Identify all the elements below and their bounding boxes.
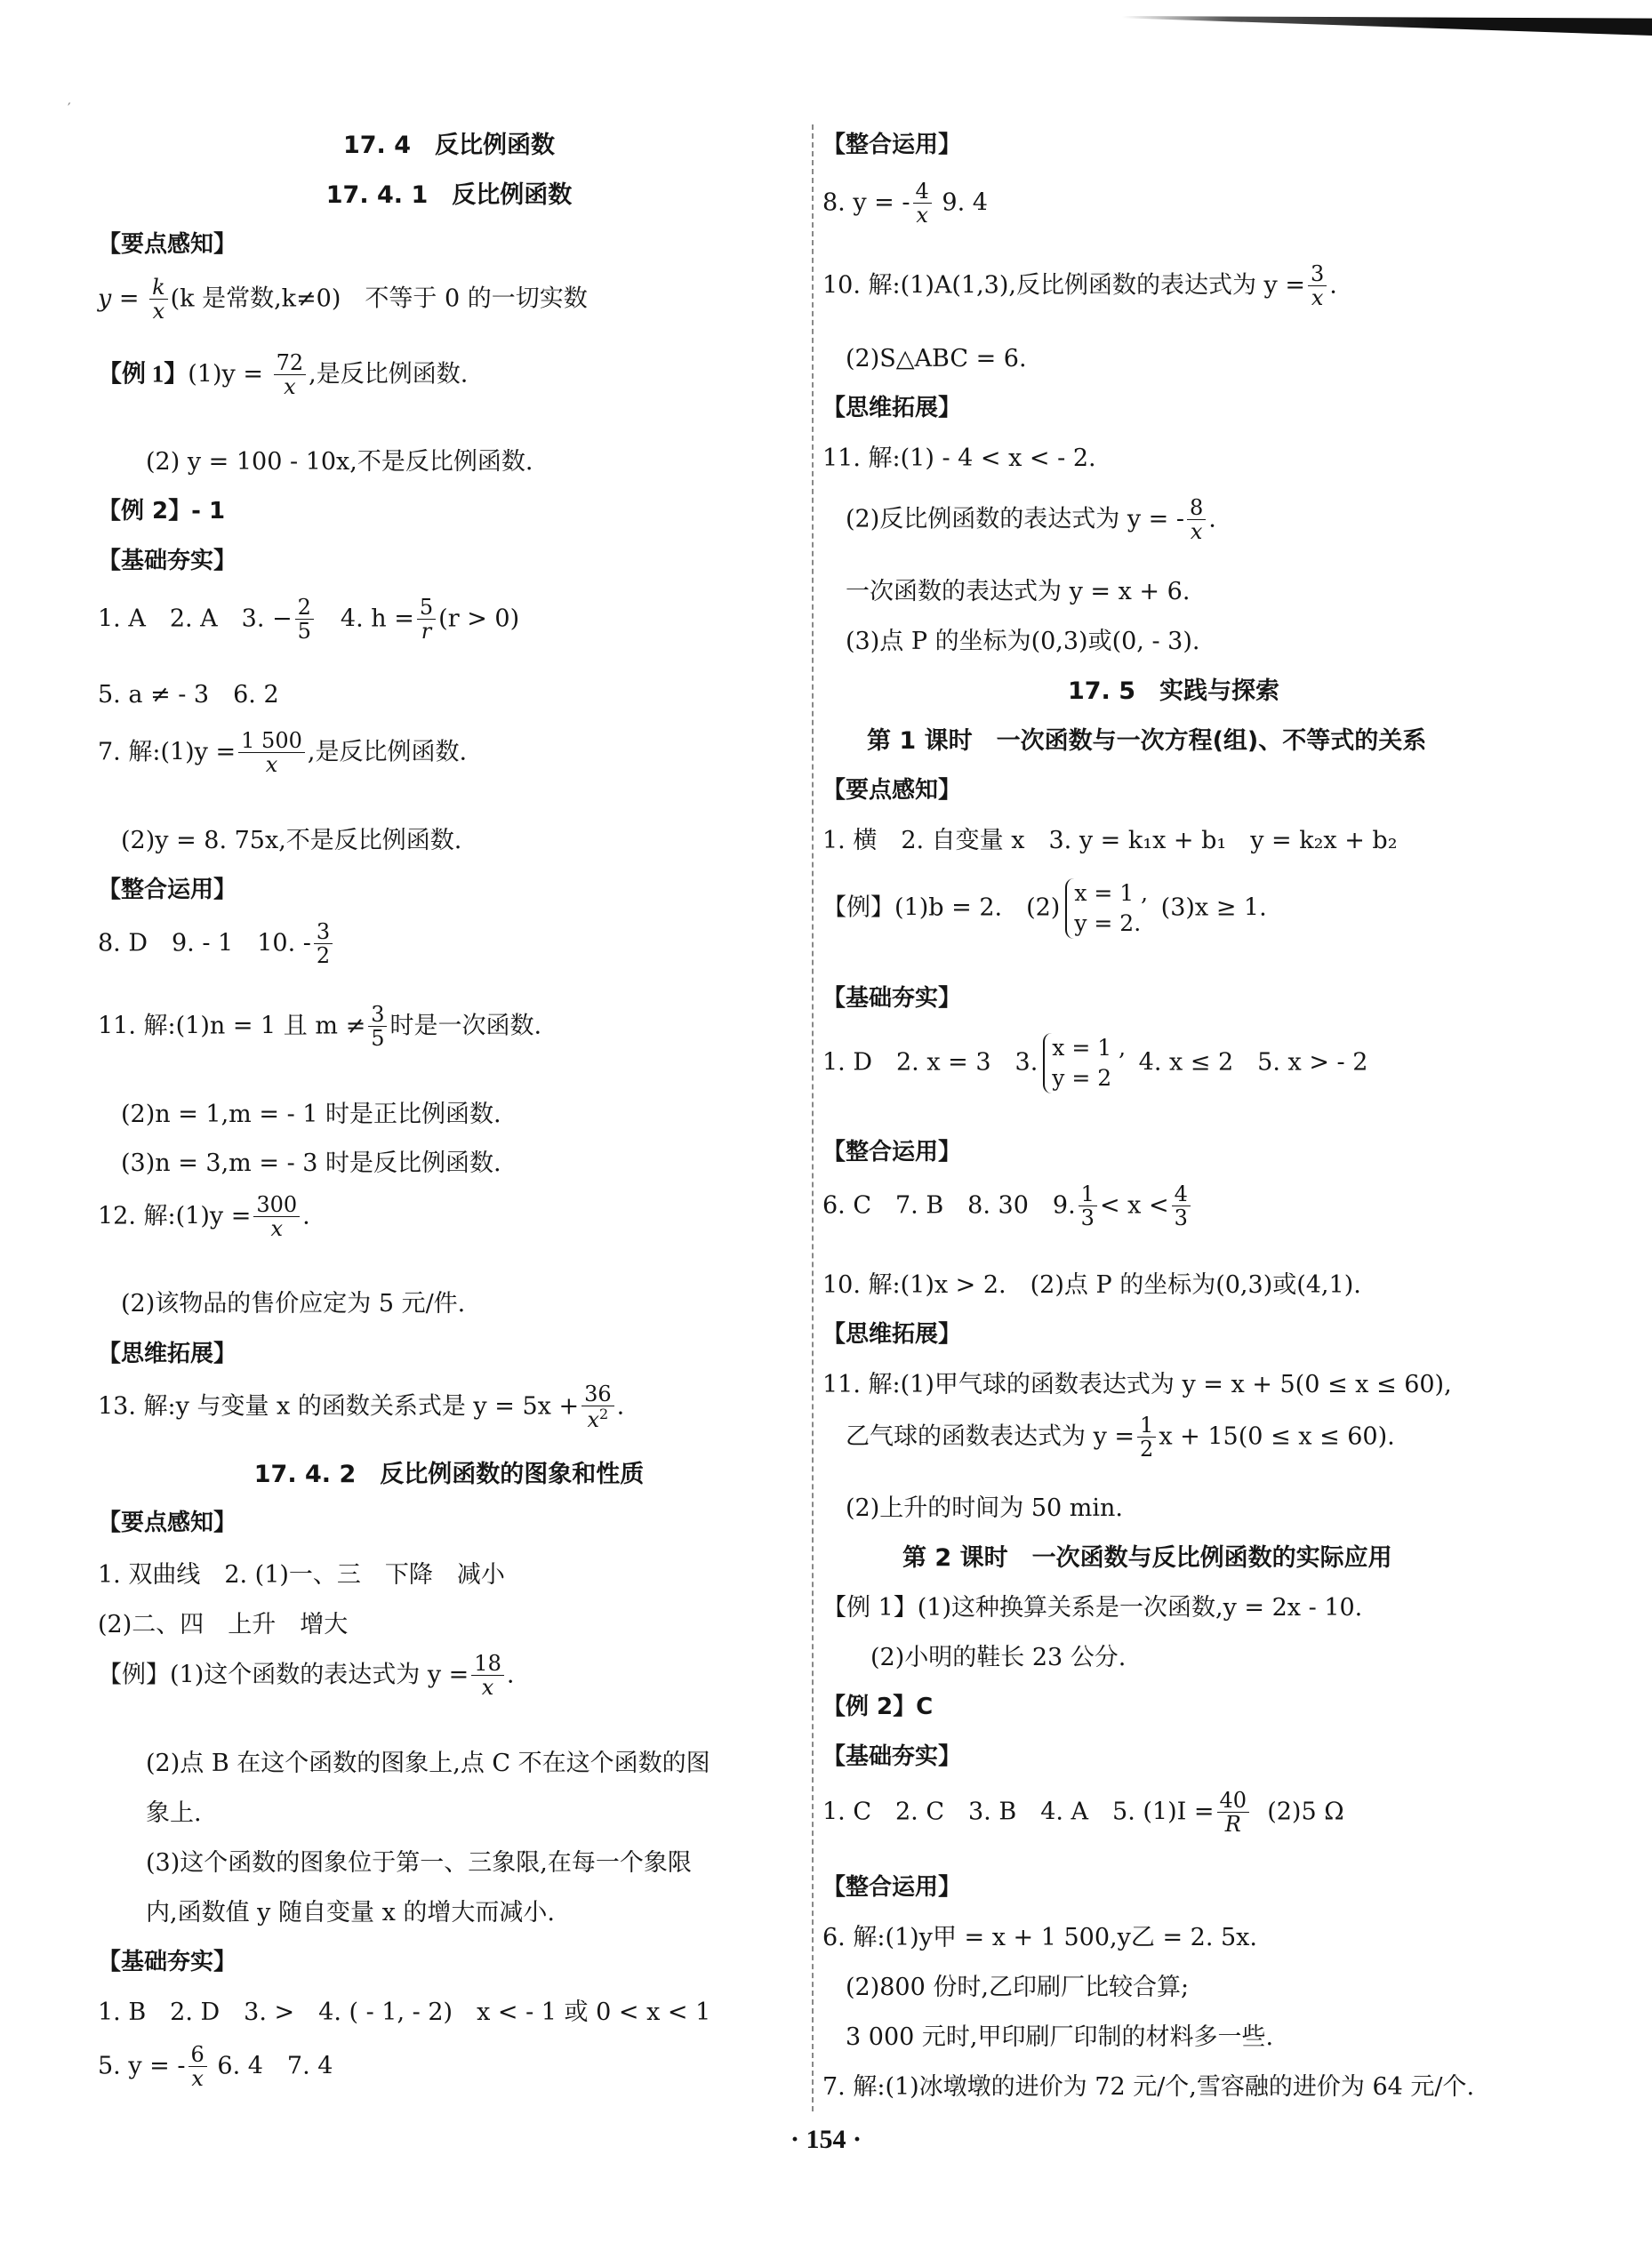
r-example-2-line: 【例 2】C (822, 1694, 934, 1720)
heading-extension: 【思维拓展】 (98, 1341, 237, 1367)
q8-line: 8. D 9. - 1 10. - $\frac{3}{2}$ (98, 920, 335, 968)
r-q11b-line-1: 11. 解:(1)甲气球的函数表达式为 y = x + 5(0 ≤ x ≤ 60), (822, 1371, 1452, 1398)
q12-line-2: (2)该物品的售价应定为 5 元/件. (121, 1290, 466, 1318)
r-basics-line: 1. D 2. x = 3 3. x = 1 , y = 2 4. x ≤ 2 5. x > - 2 (822, 1033, 1367, 1093)
example-1-line-2: (2) y = 100 - 10x,不是反比例函数. (146, 448, 533, 476)
heading-basics-2: 【基础夯实】 (98, 1949, 237, 1975)
heading-key-points-r: 【要点感知】 (822, 777, 962, 804)
scan-mark: ′ (68, 100, 71, 116)
lesson-1-title: 第 1 课时 一次函数与一次方程(组)、不等式的关系 (867, 727, 1427, 755)
heading-integrated: 【整合运用】 (98, 877, 237, 903)
r-integrated-line: 6. C 7. B 8. 30 9. $\frac{1}{3}$ < x < $\frac{4}{3}$ (822, 1182, 1193, 1230)
heading-key-points: 【要点感知】 (98, 231, 237, 258)
basics-line-1: 1. A 2. A 3. − $\frac{2}{5}$ 4. h = $\frac{5}{r}$ (r > 0) (98, 595, 520, 645)
r-q10-line-2: (2)S△ABC = 6. (846, 345, 1027, 372)
example-line: 【例】(1)这个函数的表达式为 y = $\frac{18}{x}$ . (98, 1651, 515, 1701)
r-basics-2-line: 1. C 2. C 3. B 4. A 5. (1)I = $\frac{40}{R}$ (2)5 Ω (822, 1788, 1344, 1838)
heading-integrated-r3: 【整合运用】 (822, 1874, 962, 1901)
key-points-2-line-2: (2)二、四 上升 增大 (98, 1611, 349, 1638)
section-title-r: 17. 5 实践与探索 (1067, 677, 1280, 705)
q7-line-2: (2)y = 8. 75x,不是反比例函数. (121, 827, 462, 854)
q11-line-3: (3)n = 3,m = - 3 时是反比例函数. (121, 1150, 501, 1177)
key-points-line: y = $\frac{k}{x}$ (k 是常数,k≠0) 不等于 0 的一切实数 (98, 275, 588, 324)
r-q8-line: 8. y = - $\frac{4}{x}$ 9. 4 (822, 179, 988, 228)
scan-edge-shadow (1122, 16, 1652, 36)
r-q11-line-2: (2)反比例函数的表达式为 y = - $\frac{8}{x}$ . (846, 495, 1216, 545)
page-number: · 154 · (790, 2125, 862, 2154)
heading-basics: 【基础夯实】 (98, 548, 237, 574)
basics-2-line-1: 1. B 2. D 3. > 4. ( - 1, - 2) x < - 1 或 0 < x < 1 (98, 1999, 711, 2026)
subsection-title-2: 17. 4. 2 反比例函数的图象和性质 (253, 1461, 645, 1488)
equation-system: x = 1 , y = 2. (1065, 878, 1148, 939)
r-q6-line-1: 6. 解:(1)y甲 = x + 1 500,y乙 = 2. 5x. (822, 1924, 1257, 1951)
r-q11-line-1: 11. 解:(1) - 4 < x < - 2. (822, 445, 1096, 472)
example-line-2: (2)点 B 在这个函数的图象上,点 C 不在这个函数的图 (146, 1750, 710, 1777)
heading-integrated-r: 【整合运用】 (822, 132, 962, 158)
heading-basics-r2: 【基础夯实】 (822, 1743, 962, 1770)
q11-line: 11. 解:(1)n = 1 且 m ≠ $\frac{3}{5}$ 时是一次函数. (98, 1002, 542, 1052)
r-q6-line-2: (2)800 份时,乙印刷厂比较合算; (846, 1974, 1190, 2001)
q7-line: 7. 解:(1)y = $\frac{1 500}{x}$ ,是反比例函数. (98, 728, 468, 778)
heading-key-points-2: 【要点感知】 (98, 1510, 237, 1536)
equation-system: x = 1 , y = 2 (1043, 1033, 1126, 1093)
r-q11b-line-2: 乙气球的函数表达式为 y = $\frac{1}{2}$ x + 15(0 ≤ x ≤ 60). (846, 1413, 1395, 1462)
example-2-line: 【例 2】- 1 (98, 498, 226, 525)
r-q6-line-3: 3 000 元时,甲印刷厂印制的材料多一些. (846, 2023, 1274, 2051)
q13-line: 13. 解:y 与变量 x 的函数关系式是 y = 5x + $\frac{36}{x^2}$ . (98, 1382, 625, 1433)
r-q11-line-3: 一次函数的表达式为 y = x + 6. (846, 578, 1191, 605)
example-line-3: 象上. (146, 1799, 202, 1827)
heading-basics-r: 【基础夯实】 (822, 985, 962, 1012)
r-example-line: 【例】(1)b = 2. (2) x = 1 , y = 2. (3)x ≥ 1. (822, 878, 1267, 939)
lesson-2-title: 第 2 课时 一次函数与反比例函数的实际应用 (902, 1544, 1392, 1572)
column-divider (812, 124, 814, 2111)
example-line-5: 内,函数值 y 随自变量 x 的增大而减小. (146, 1899, 555, 1927)
r-q11b-line-3: (2)上升的时间为 50 min. (846, 1494, 1123, 1522)
heading-extension-r2: 【思维拓展】 (822, 1321, 962, 1348)
heading-integrated-r2: 【整合运用】 (822, 1139, 962, 1166)
r-q7-line: 7. 解:(1)冰墩墩的进价为 72 元/个,雪容融的进价为 64 元/个. (822, 2073, 1475, 2101)
q11-line-2: (2)n = 1,m = - 1 时是正比例函数. (121, 1101, 501, 1128)
heading-extension-r: 【思维拓展】 (822, 395, 962, 421)
r-q10-line: 10. 解:(1)A(1,3),反比例函数的表达式为 y = $\frac{3}{x}$ . (822, 261, 1337, 311)
fraction: $\frac{k}{x}$ (149, 276, 168, 324)
r-q11-line-4: (3)点 P 的坐标为(0,3)或(0, - 3). (846, 628, 1200, 655)
r-q10b-line: 10. 解:(1)x > 2. (2)点 P 的坐标为(0,3)或(4,1). (822, 1271, 1361, 1299)
r-example-1-line-2: (2)小明的鞋长 23 公分. (870, 1644, 1127, 1671)
subsection-title: 17. 4. 1 反比例函数 (325, 181, 573, 209)
example-1-line: 【例 1】(1)y = $\frac{72}{x}$ ,是反比例函数. (98, 350, 469, 400)
example-line-4: (3)这个函数的图象位于第一、三象限,在每一个象限 (146, 1849, 692, 1877)
basics-line-2: 5. a ≠ - 3 6. 2 (98, 681, 279, 709)
key-points-2-line-1: 1. 双曲线 2. (1)一、三 下降 减小 (98, 1561, 505, 1589)
section-title: 17. 4 反比例函数 (342, 132, 556, 159)
basics-2-line-2: 5. y = - $\frac{6}{x}$ 6. 4 7. 4 (98, 2042, 333, 2092)
q12-line: 12. 解:(1)y = $\frac{300}{x}$ . (98, 1192, 310, 1242)
r-example-1-line: 【例 1】(1)这种换算关系是一次函数,y = 2x - 10. (822, 1594, 1363, 1622)
r-key-points-line: 1. 横 2. 自变量 x 3. y = k₁x + b₁ y = k₂x + b₂ (822, 827, 1398, 854)
